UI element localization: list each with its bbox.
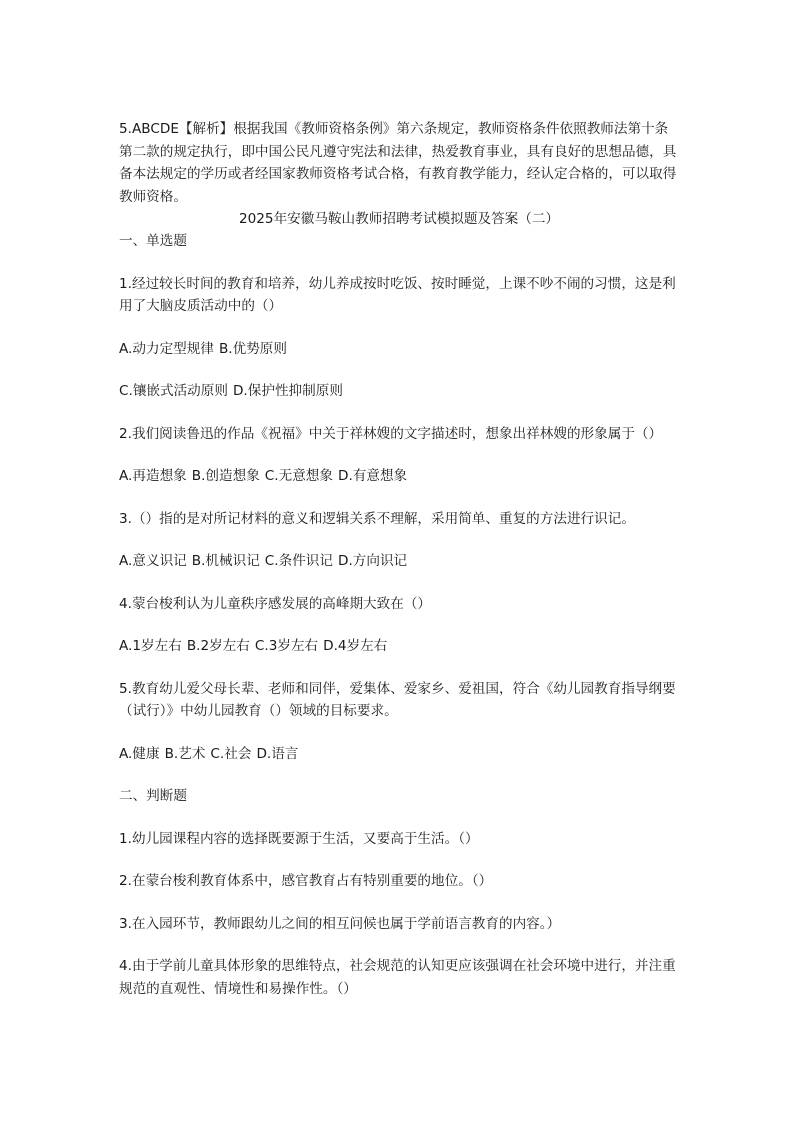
option: C.无意想象 (264, 468, 333, 484)
question-4-options (119, 635, 679, 658)
judgement-item-2: 2.在蒙台梭利教育体系中，感官教育占有特别重要的地位。（） (119, 873, 493, 889)
question-1-options-line-2 (119, 380, 679, 403)
document-content (119, 118, 679, 1000)
question-1-options-line-1 (119, 338, 679, 361)
question-2-options (119, 465, 679, 488)
option: A.1岁左右 (119, 638, 182, 654)
option: C.条件识记 (264, 553, 333, 569)
option: C.镶嵌式活动原则 (119, 383, 228, 399)
option: B.机械识记 (191, 553, 260, 569)
option: D.方向识记 (337, 553, 408, 569)
option: A.健康 (119, 745, 160, 762)
option: D.保护性抑制原则 (232, 383, 343, 399)
section-heading-single-choice: 一、单选题 (119, 233, 187, 249)
option: B.艺术 (164, 745, 206, 762)
question-3-options (119, 550, 679, 573)
option: B.2岁左右 (186, 638, 250, 654)
option: D.语言 (256, 745, 299, 762)
judgement-item-1: 1.幼儿园课程内容的选择既要源于生活，又要高于生活。（） (119, 830, 479, 847)
option: D.4岁左右 (323, 638, 388, 654)
question-5-options (119, 743, 679, 766)
question-2-stem: 2.我们阅读鲁迅的作品《祝福》中关于祥林嫂的文字描述时，想象出祥林嫂的形象属于（） (119, 425, 663, 442)
judgement-item-3: 3.在入园环节，教师跟幼儿之间的相互问候也属于学前语言教育的内容。） (119, 915, 561, 932)
document-title: 2025年安徽马鞍山教师招聘考试模拟题及答案（二） (238, 211, 560, 227)
option: A.再造想象 (119, 468, 187, 484)
option: C.3岁左右 (254, 638, 319, 654)
question-5-stem: 5.教育幼儿爱父母长辈、老师和同伴，爱集体、爱家乡、爱祖国，符合《幼儿园教育指导纲要（试行）》中幼儿园教育（）领域的目标要求。 (119, 680, 676, 719)
option: B.优势原则 (218, 340, 287, 357)
option: D.有意想象 (337, 468, 408, 484)
question-1-stem: 1.经过较长时间的教育和培养，幼儿养成按时吃饭、按时睡觉，上课不吵不闹的习惯，这是利用了大脑皮质活动中的（） (119, 275, 676, 314)
judgement-item-4: 4.由于学前儿童具体形象的思维特点，社会规范的认知更应该强调在社会环境中进行，并注重规范的直观性、情境性和易操作性。（） (119, 958, 676, 997)
option: A.意义识记 (119, 553, 187, 569)
question-3-stem: 3.（）指的是对所记材料的意义和逻辑关系不理解，采用简单、重复的方法进行识记。 (119, 510, 635, 527)
question-4-stem: 4.蒙台梭利认为儿童秩序感发展的高峰期大致在（） (119, 595, 432, 612)
option: B.创造想象 (191, 468, 260, 484)
answer-explanation: 5.ABCDE【解析】根据我国《教师资格条例》第六条规定，教师资格条件依照教师法第十条第二款的规定执行，即中国公民凡遵守宪法和法律，热爱教育事业，具有良好的思想品德，具备本法规定的学历或者经国家教师资格考试合格，有教育教学能力，经认定合格的，可以取得教师资格。 (119, 121, 677, 205)
section-heading-true-false: 二、判断题 (119, 788, 187, 804)
option: A.动力定型规律 (119, 340, 214, 357)
option: C.社会 (210, 745, 252, 762)
